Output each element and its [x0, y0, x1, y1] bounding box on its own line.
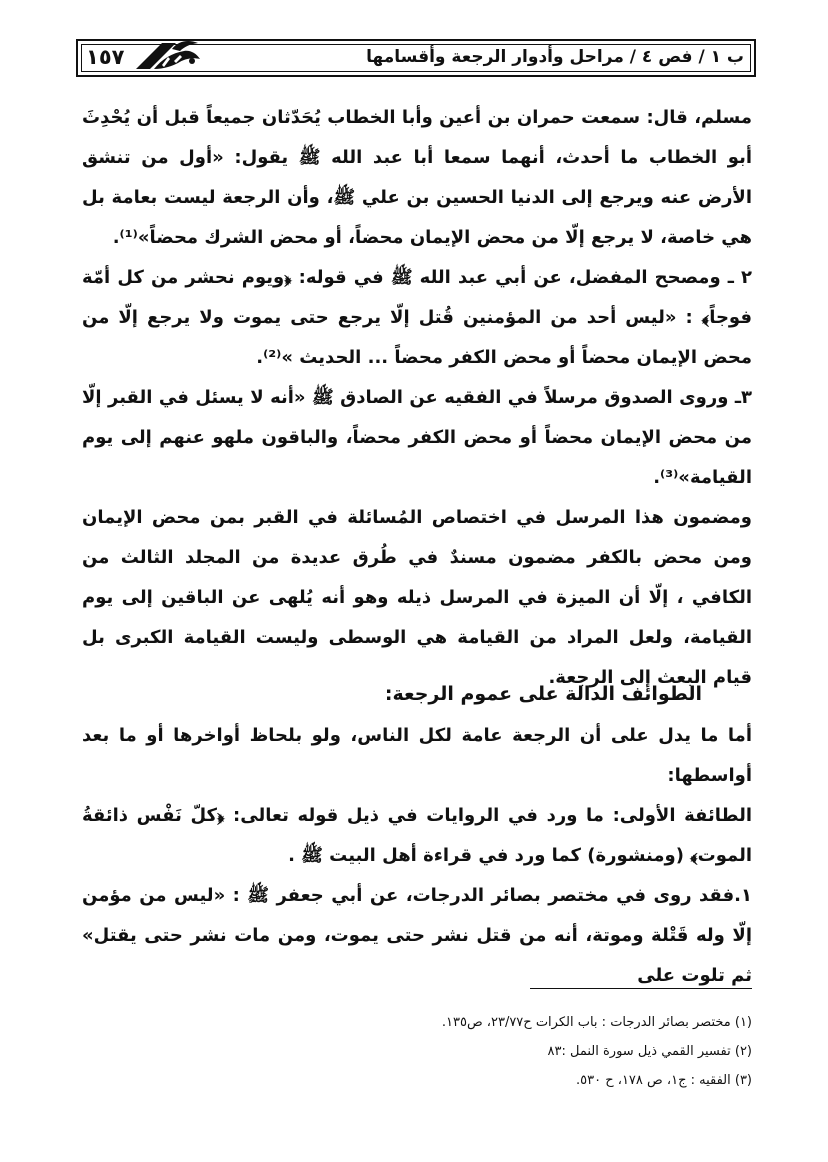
main-text-bottom: [82, 716, 752, 996]
paragraph: مسلم، قال: سمعت حمران بن أعين وأبا الخطاب يُحَدّثان جميعاً قبل أن يُحْدِثَ أبو الخطاب ما أحدث، أنهما سمعا أبا عبد الله ﷺ يقول: «أول من تنشق الأرض عنه ويرجع إلى الدنيا الحسين بن علي ﷺ، وأن الرجعة ليست بعامة بل هي خاصة، لا يرجع إلّا من محض الإيمان محضاً، أو محض الشرك محضاً»⁽¹⁾.: [82, 107, 752, 248]
paragraph: ٢ ـ ومصحح المفضل، عن أبي عبد الله ﷺ في قوله: ﴿ويوم نحشر من كل أمّة فوجاً﴾ : «ليس أحد من المؤمنين قُتل إلّا يرجع حتى يموت ولا يرجع إلّا من محض الإيمان محضاً أو محض الكفر محضاً ... الحديث »⁽²⁾.: [82, 267, 752, 368]
paragraph: أما ما يدل على أن الرجعة عامة لكل الناس، ولو بلحاظ أواخرها أو ما بعد أواسطها:: [82, 725, 752, 786]
paragraph: ١.فقد روى في مختصر بصائر الدرجات، عن أبي جعفر ﷺ : «ليس من مؤمن إلّا وله قَتْلة وموتة، أنه من قتل نشر حتى يموت، ومن مات نشر حتى يقتل» ثم تلوت على: [82, 885, 752, 986]
footnotes: [152, 1008, 752, 1095]
paragraph: الطائفة الأولى: ما ورد في الروايات في ذيل قوله تعالى: ﴿كلّ نَفْس ذائقةُ الموت﴾ (ومنشورة) كما ورد في قراءة أهل البيت ﷺ .: [82, 805, 752, 866]
running-header: [76, 39, 756, 77]
paragraph: ٣ـ وروى الصدوق مرسلاً في الفقيه عن الصادق ﷺ «أنه لا يسئل في القبر إلّا من محض الإيمان محضاً أو محض الكفر محضاً، والباقون ملهو عنهم إلى يوم القيامة»⁽³⁾.: [82, 387, 752, 488]
footnote: (٢) تفسير القمي ذيل سورة النمل :٨٣: [547, 1044, 752, 1059]
page-number: ١٥٧: [86, 45, 125, 69]
ornament-icon: [132, 35, 204, 77]
footnote: (٣) الفقيه : ج١، ص ١٧٨، ح ٥٣٠.: [576, 1073, 752, 1088]
footnote-separator: [530, 988, 752, 989]
footnote: (١) مختصر بصائر الدرجات : باب الكرات ح٢٣/٧٧، ص١٣٥.: [441, 1015, 752, 1030]
main-text-top: [82, 98, 752, 698]
paragraph: ومضمون هذا المرسل في اختصاص المُسائلة في القبر بمن محض الإيمان ومن محض بالكفر مضمون مسندٌ في طُرق عديدة من المجلد الثالث من الكافي ، إلّا أن الميزة في المرسل ذيله وهو أنه يُلهى عن الباقين إلى يوم القيامة، ولعل المراد من القيامة هي الوسطى وليست القيامة الكبرى بل قيام البعث إلى الرجعة.: [82, 507, 752, 688]
running-title: ب ١ / فص ٤ / مراحل وأدوار الرجعة وأقسامها: [366, 47, 744, 67]
section-heading: الطوائف الدالة على عموم الرجعة:: [384, 683, 702, 705]
